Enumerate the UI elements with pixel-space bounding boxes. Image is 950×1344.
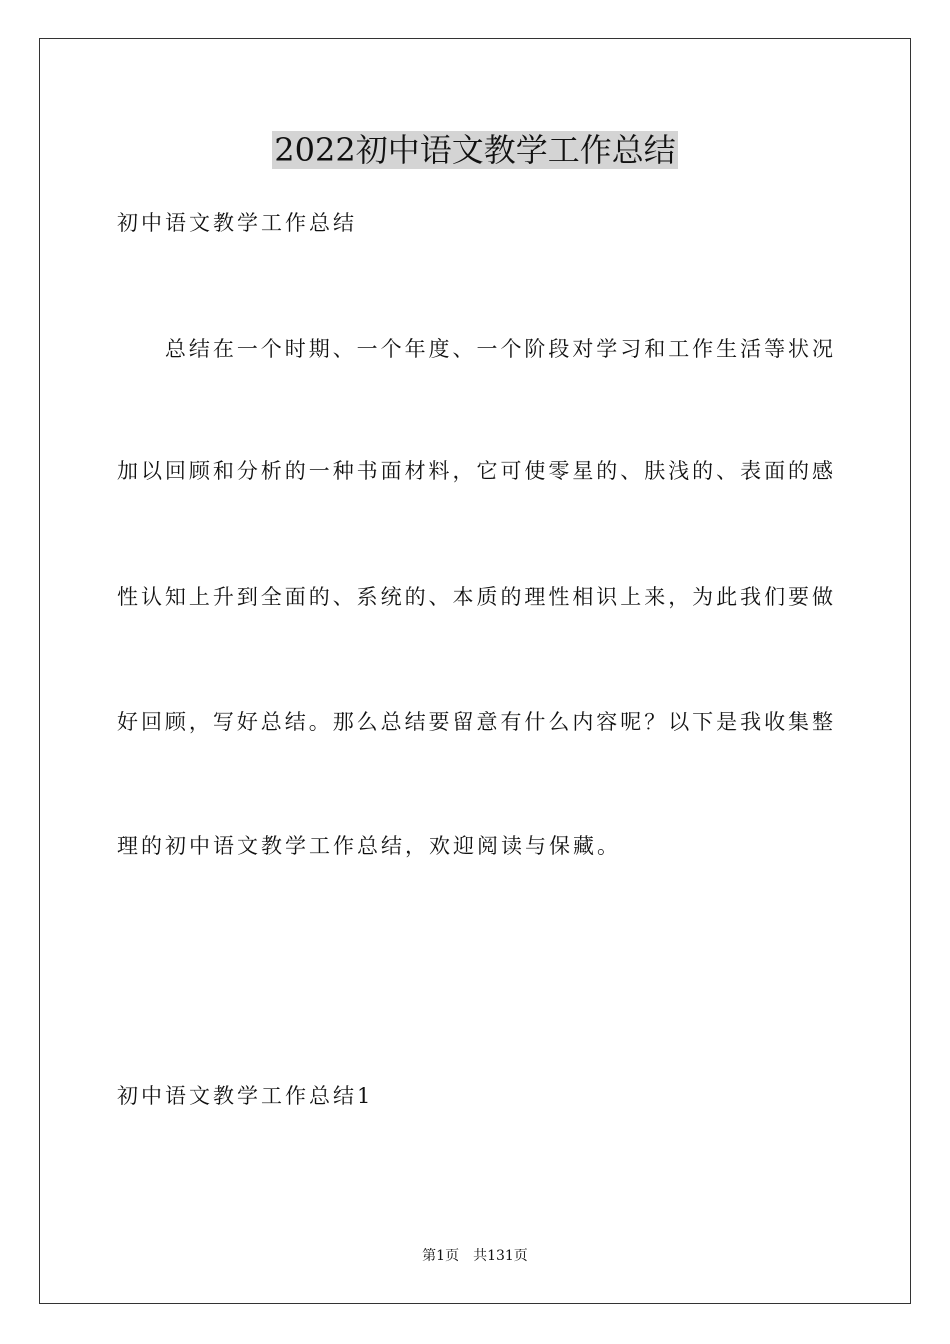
document-title bbox=[0, 128, 950, 172]
intro-line-1: 总结在一个时期、一个年度、一个阶段对学习和工作生活等状况 bbox=[117, 337, 833, 361]
intro-line-4: 好回顾，写好总结。那么总结要留意有什么内容呢？以下是我收集整 bbox=[117, 710, 833, 734]
intro-line-5: 理的初中语文教学工作总结，欢迎阅读与保藏。 bbox=[117, 834, 621, 858]
intro-line-3: 性认知上升到全面的、系统的、本质的理性相识上来，为此我们要做 bbox=[117, 585, 833, 609]
intro-line-2: 加以回顾和分析的一种书面材料，它可使零星的、肤浅的、表面的感 bbox=[117, 459, 833, 483]
page-footer: 第1页 共131页 bbox=[422, 1248, 528, 1264]
section-heading: 初中语文教学工作总结1 bbox=[117, 1084, 374, 1108]
document-subtitle: 初中语文教学工作总结 bbox=[117, 211, 357, 235]
document-title-text: 2022初中语文教学工作总结 bbox=[274, 131, 676, 169]
